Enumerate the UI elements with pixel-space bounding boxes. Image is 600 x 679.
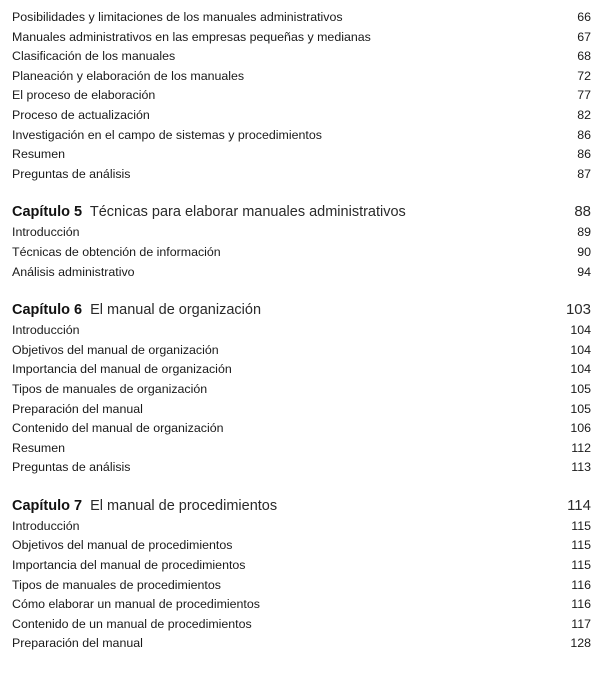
toc-entry-title: Planeación y elaboración de los manuales: [12, 68, 245, 83]
toc-entry-title: Resumen: [12, 440, 66, 455]
toc-entry: [12, 223, 591, 243]
toc-entry-title: Resumen: [12, 147, 66, 162]
toc-entry: [12, 556, 591, 576]
toc-chapter-5: [12, 201, 591, 282]
chapter-label: Capítulo 6: [12, 302, 83, 319]
toc-entry: [12, 517, 591, 537]
toc-entry-title: Introducción: [12, 323, 80, 338]
toc-entry-page: 67: [577, 29, 591, 44]
toc-entry: [12, 67, 591, 87]
toc-entry-page: 104: [570, 323, 591, 338]
toc-entry-title: Técnicas de obtención de información: [12, 244, 221, 259]
toc-entry-title: Importancia del manual de procedimientos: [12, 558, 246, 573]
toc-entry: [12, 263, 591, 283]
toc-entry: [12, 380, 591, 400]
toc-entry-page: 116: [571, 597, 591, 612]
toc-entry-page: 117: [571, 616, 591, 631]
chapter-page: 88: [574, 203, 591, 221]
toc-entry: [12, 165, 591, 185]
toc-entry: [12, 634, 591, 654]
toc-entry-page: 82: [577, 107, 591, 122]
toc-entry-title: Preguntas de análisis: [12, 460, 131, 475]
toc-entry-title: Posibilidades y limitaciones de los manuales administrativos: [12, 10, 343, 24]
toc-chapter-6: [12, 299, 591, 478]
toc-entry-page: 128: [570, 636, 591, 651]
chapter-name: Técnicas para elaborar manuales administrativos: [89, 204, 406, 221]
toc-entry-page: 115: [571, 518, 591, 533]
chapter-title: [12, 495, 277, 517]
toc-entry-title: Análisis administrativo: [12, 264, 135, 279]
chapter-name: El manual de procedimientos: [90, 497, 278, 514]
toc-entry: [12, 321, 591, 341]
toc-section-continued: [12, 8, 591, 184]
toc-entry-page: 86: [577, 127, 591, 142]
toc-chapter-7: [12, 495, 591, 654]
chapter-heading: [12, 201, 591, 223]
toc-entry-page: 77: [577, 88, 591, 103]
chapter-title: [12, 299, 261, 321]
toc-entry-page: 89: [577, 225, 591, 240]
toc-entry: [12, 536, 591, 556]
toc-entry-page: 105: [570, 381, 591, 396]
toc-entry-title: Preparación del manual: [12, 401, 143, 416]
toc-entry: [12, 595, 591, 615]
toc-entry-title: Objetivos del manual de organización: [12, 342, 219, 357]
toc-entry-page: 90: [577, 244, 591, 259]
toc-entry: [12, 576, 591, 596]
toc-entry-page: 86: [577, 147, 591, 162]
toc-entry-title: Clasificación de los manuales: [12, 49, 176, 64]
toc-entry: [12, 615, 591, 635]
chapter-page: 114: [567, 496, 591, 514]
toc-entry: [12, 458, 591, 478]
toc-entry-page: 68: [577, 49, 591, 64]
toc-entry: [12, 86, 591, 106]
toc-entry-page: 72: [577, 68, 591, 83]
toc-entry-page: 104: [570, 342, 591, 357]
toc-entry-page: 104: [570, 362, 591, 377]
toc-entry: [12, 106, 591, 126]
toc-entry-page: 112: [571, 440, 591, 455]
chapter-heading: [12, 495, 591, 517]
toc-entry-title: Importancia del manual de organización: [12, 362, 232, 377]
toc-entry: [12, 28, 591, 48]
chapter-page: 103: [565, 301, 591, 319]
toc-entry-page: 106: [570, 421, 591, 436]
chapter-name: El manual de organización: [90, 302, 262, 319]
toc-entry-title: El proceso de elaboración: [12, 88, 156, 103]
toc-entry-page: 66: [577, 10, 591, 24]
toc-entry: [12, 419, 591, 439]
toc-entry-title: Contenido de un manual de procedimientos: [12, 616, 252, 631]
toc-entry-page: 113: [571, 460, 591, 475]
toc-entry-page: 94: [577, 264, 591, 279]
toc-entry-page: 115: [571, 538, 591, 553]
toc-entry-page: 115: [571, 558, 591, 573]
toc-entry-title: Preparación del manual: [12, 636, 143, 651]
toc-entry: [12, 400, 591, 420]
toc-entry-title: Objetivos del manual de procedimientos: [12, 538, 233, 553]
toc-entry-title: Contenido del manual de organización: [12, 421, 224, 436]
toc-entry-title: Cómo elaborar un manual de procedimientos: [12, 597, 260, 612]
toc-entry: [12, 439, 591, 459]
toc-entry-title: Proceso de actualización: [12, 107, 150, 122]
toc-entry-title: Tipos de manuales de organización: [12, 381, 208, 396]
chapter-label: Capítulo 7: [12, 497, 83, 514]
toc-entry-page: 105: [570, 401, 591, 416]
toc-entry-page: 87: [577, 166, 591, 181]
toc-entry-title: Tipos de manuales de procedimientos: [12, 577, 221, 592]
toc-entry-title: Investigación en el campo de sistemas y procedimientos: [12, 127, 322, 142]
toc-entry-title: Introducción: [12, 225, 80, 240]
chapter-heading: [12, 299, 591, 321]
toc-entry: [12, 341, 591, 361]
chapter-label: Capítulo 5: [12, 204, 83, 221]
toc-entry: [12, 360, 591, 380]
toc-entry-title: Manuales administrativos en las empresas pequeñas y medianas: [12, 29, 371, 44]
toc-entry-title: Introducción: [12, 518, 80, 533]
toc-entry: [12, 243, 591, 263]
chapter-title: [12, 201, 406, 223]
toc-entry: [12, 8, 591, 28]
toc-entry: [12, 145, 591, 165]
toc-entry-title: Preguntas de análisis: [12, 166, 131, 181]
toc-entry: [12, 126, 591, 146]
toc-entry: [12, 47, 591, 67]
toc-entry-page: 116: [571, 577, 591, 592]
